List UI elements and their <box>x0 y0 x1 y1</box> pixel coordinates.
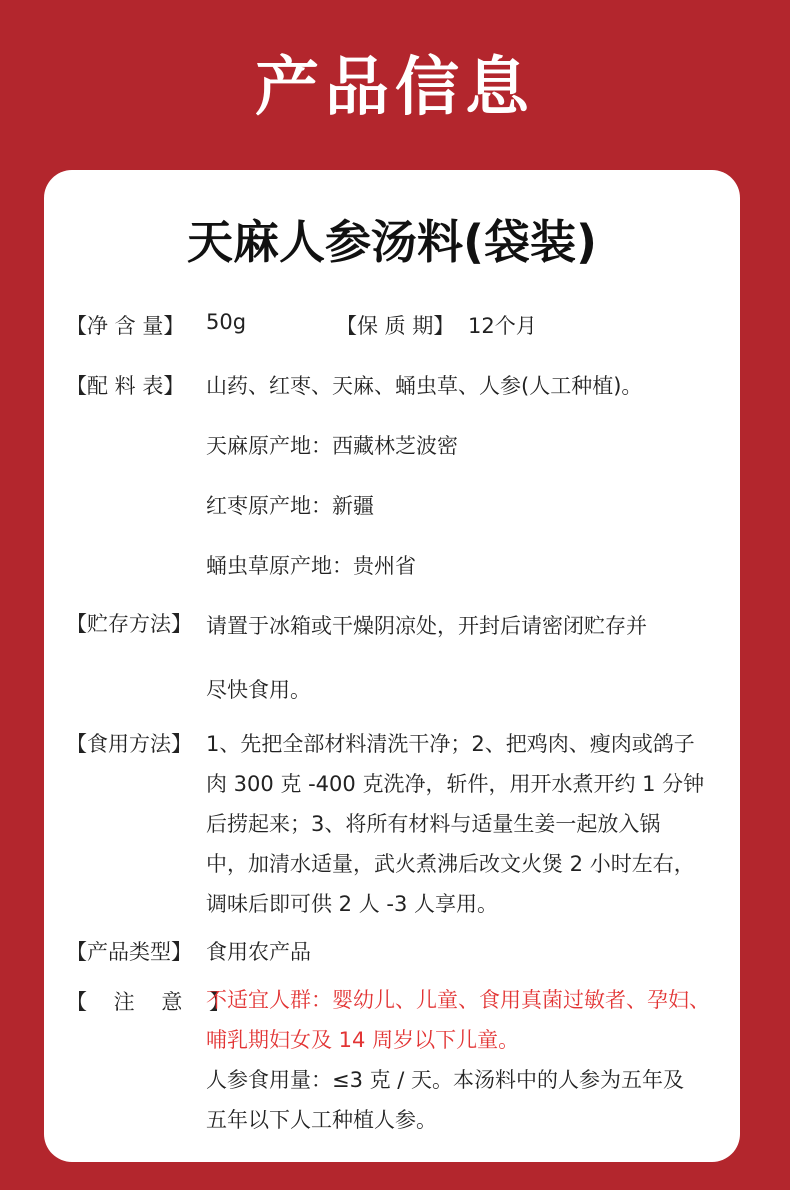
storage-line: 尽快食用。 <box>206 678 311 702</box>
shelf-life-label: 【保 质 期】 <box>336 314 455 338</box>
storage-label: 【贮存方法】 <box>66 612 192 636</box>
product-info-card <box>44 170 740 1162</box>
usage-label: 【食用方法】 <box>66 732 192 756</box>
storage-line: 请置于冰箱或干燥阴凉处，开封后请密闭贮存并 <box>206 614 647 638</box>
ingredients-label: 【配 料 表】 <box>66 374 185 398</box>
origin-tianma: 天麻原产地：西藏林芝波密 <box>206 434 458 458</box>
note-line: 人参食用量：≤3 克 / 天。本汤料中的人参为五年及 <box>206 1068 685 1092</box>
usage-line: 后捞起来；3、将所有材料与适量生姜一起放入锅 <box>206 812 661 836</box>
product-name: 天麻人参汤料(袋装) <box>186 215 598 269</box>
product-type-label: 【产品类型】 <box>66 940 192 964</box>
origin-chongcao: 蛹虫草原产地：贵州省 <box>206 554 416 578</box>
note-warning-line: 不适宜人群：婴幼儿、儿童、食用真菌过敏者、孕妇、 <box>206 988 710 1012</box>
net-content-label: 【净 含 量】 <box>66 314 185 338</box>
origin-hongzao: 红枣原产地：新疆 <box>206 494 374 518</box>
net-content-value: 50g <box>206 310 247 334</box>
note-label: 【 注 意 】 <box>66 990 241 1014</box>
usage-line: 中，加清水适量，武火煮沸后改文火煲 2 小时左右， <box>206 852 695 876</box>
ingredients-value: 山药、红枣、天麻、蛹虫草、人参(人工种植)。 <box>206 374 643 398</box>
note-warning-line: 哺乳期妇女及 14 周岁以下儿童。 <box>206 1028 520 1052</box>
usage-line: 肉 300 克 -400 克洗净，斩件，用开水煮开约 1 分钟 <box>206 772 705 796</box>
usage-line: 调味后即可供 2 人 -3 人享用。 <box>206 892 498 916</box>
usage-line: 1、先把全部材料清洗干净；2、把鸡肉、瘦肉或鸽子 <box>206 732 695 756</box>
page-title: 产品信息 <box>255 50 535 125</box>
product-type-value: 食用农产品 <box>206 940 311 964</box>
note-line: 五年以下人工种植人参。 <box>206 1108 437 1132</box>
shelf-life-value: 12个月 <box>468 314 537 338</box>
